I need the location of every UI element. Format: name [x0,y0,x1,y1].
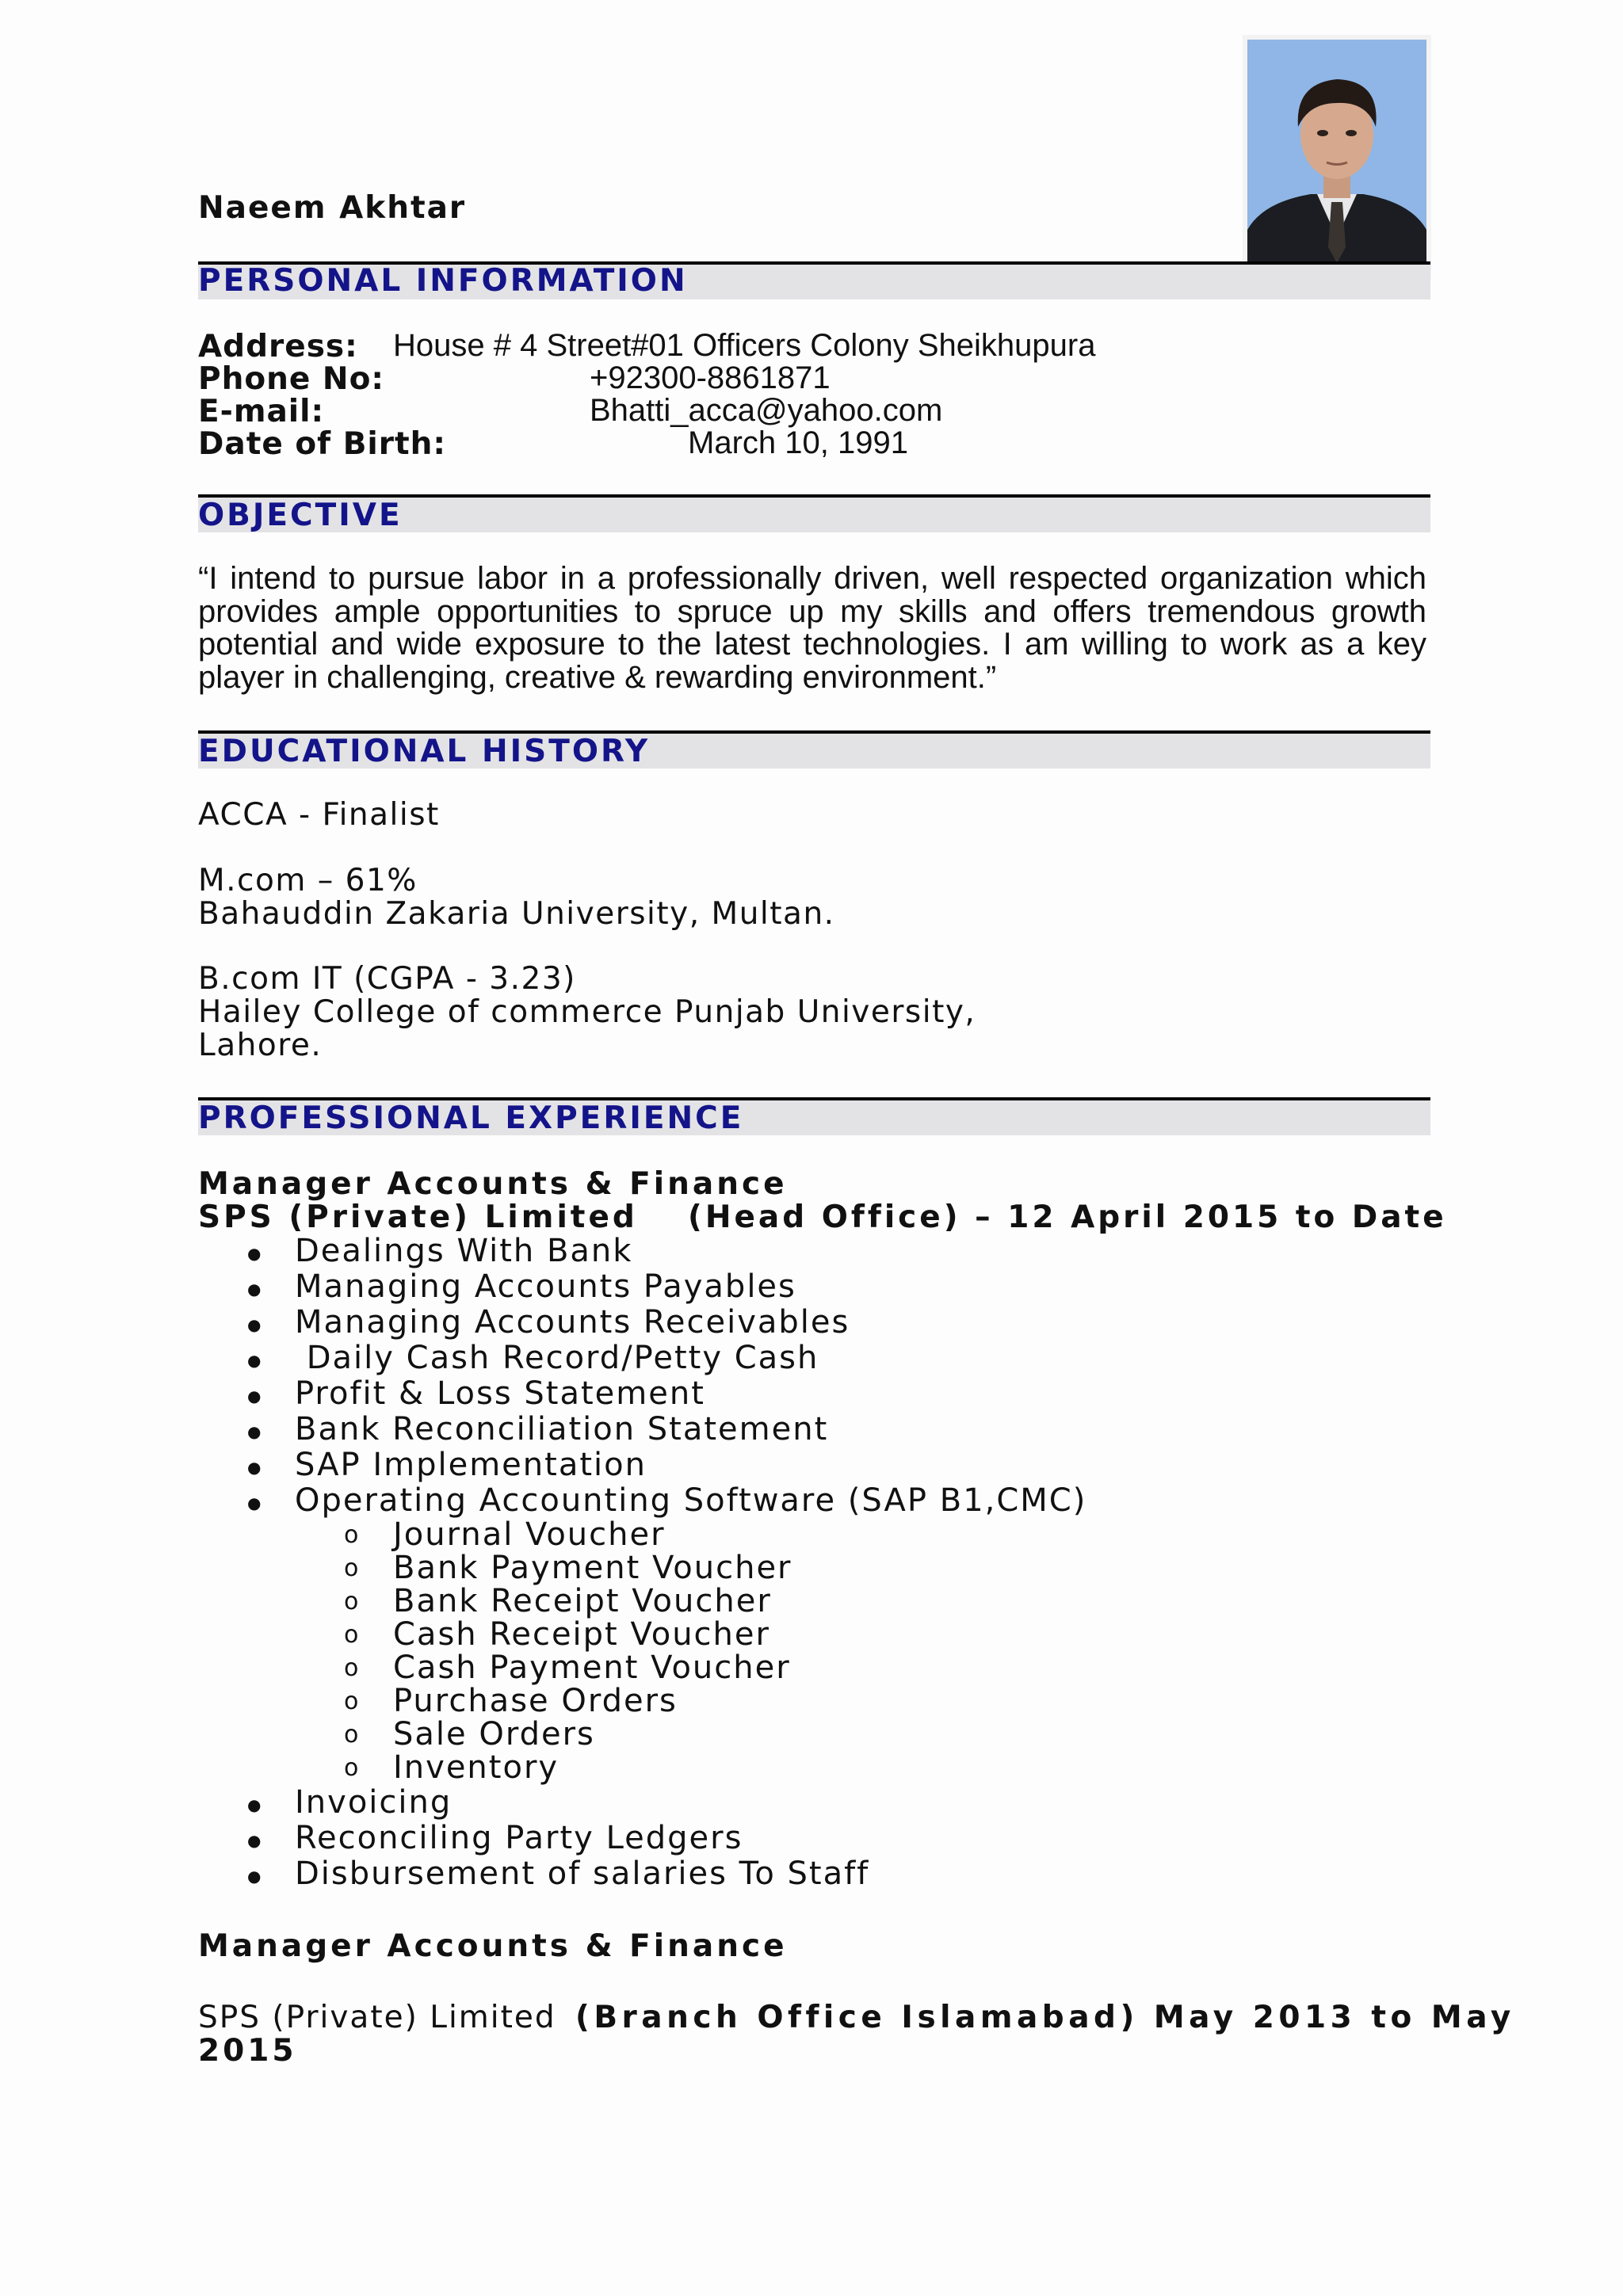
sub-list-item: Bank Receipt Voucher [393,1583,772,1619]
bullet-icon: ● [247,1244,262,1263]
edu-bcom: B.com IT (CGPA - 3.23) [198,961,576,997]
list-item: Disbursement of salaries To Staff [295,1855,870,1892]
job2-title: Manager Accounts & Finance [198,1928,788,1964]
sub-bullet-icon: o [344,1521,359,1549]
bullet-icon: ● [247,1280,262,1299]
job2-office-year: 2015 [198,2033,297,2069]
portrait-image [1247,40,1426,271]
dob-value: March 10, 1991 [688,425,908,460]
sub-bullet-icon: o [344,1654,359,1682]
address-value: House # 4 Street#01 Officers Colony Sheikhupura [393,328,1096,363]
list-item: Dealings With Bank [295,1233,633,1269]
job1-company: SPS (Private) Limited [198,1199,638,1235]
sub-list-item: Cash Receipt Voucher [393,1616,770,1653]
bullet-icon: ● [247,1867,262,1886]
dob-label: Date of Birth: [198,426,447,462]
edu-mcom: M.com – 61% [198,863,418,898]
bullet-icon: ● [247,1351,262,1370]
bullet-icon: ● [247,1493,262,1512]
sub-list-item: Sale Orders [393,1716,595,1753]
candidate-name: Naeem Akhtar [198,190,467,226]
list-item: Profit & Loss Statement [295,1375,705,1412]
sub-list-item: Cash Payment Voucher [393,1650,791,1686]
job1-office: (Head Office) – 12 April 2015 to Date [688,1199,1447,1235]
edu-bcom-city: Lahore. [198,1028,323,1063]
list-item: Managing Accounts Payables [295,1268,796,1305]
sub-list-item: Inventory [393,1749,559,1786]
bullet-icon: ● [247,1422,262,1441]
bullet-icon: ● [247,1831,262,1850]
bullet-icon: ● [247,1795,262,1814]
job1-title: Manager Accounts & Finance [198,1166,788,1202]
address-label: Address: [198,329,358,364]
edu-acca: ACCA - Finalist [198,797,440,833]
bullet-icon: ● [247,1458,262,1477]
section-title-experience: PROFESSIONAL EXPERIENCE [198,1100,744,1136]
list-item: Managing Accounts Receivables [295,1304,850,1341]
edu-bcom-university: Hailey College of commerce Punjab University, [198,994,976,1030]
sub-bullet-icon: o [344,1588,359,1615]
section-title-education: EDUCATIONAL HISTORY [198,734,651,769]
list-item: Operating Accounting Software (SAP B1,CMC) [295,1482,1087,1519]
sub-list-item: Journal Voucher [393,1516,666,1553]
email-value[interactable]: Bhatti_acca@yahoo.com [590,393,943,428]
list-item: Bank Reconciliation Statement [295,1411,829,1447]
list-item: Invoicing [295,1784,453,1821]
phone-label: Phone No: [198,361,384,397]
email-label: E-mail: [198,394,325,429]
profile-photo [1243,35,1431,280]
sub-list-item: Purchase Orders [393,1683,678,1719]
phone-value: +92300-8861871 [590,360,831,395]
edu-mcom-university: Bahauddin Zakaria University, Multan. [198,896,835,932]
sub-list-item: Bank Payment Voucher [393,1550,792,1586]
bullet-icon: ● [247,1386,262,1405]
sub-bullet-icon: o [344,1688,359,1715]
sub-bullet-icon: o [344,1554,359,1582]
section-title-personal: PERSONAL INFORMATION [198,263,688,299]
objective-text: “I intend to pursue labor in a professionally driven, well respected organization which provides ample opportunities to spruce up my skills and offers tremendous growth potential and wide exposure to the latest technologies. I am willing to work as a key player in challenging, creative & rewarding environment.” [198,561,1426,695]
bullet-icon: ● [247,1315,262,1334]
sub-bullet-icon: o [344,1621,359,1649]
section-title-objective: OBJECTIVE [198,498,403,533]
sub-bullet-icon: o [344,1721,359,1749]
sub-bullet-icon: o [344,1754,359,1782]
job2-company: SPS (Private) Limited [198,2000,556,2035]
job2-office: (Branch Office Islamabad) May 2013 to May [575,2000,1515,2035]
list-item: Reconciling Party Ledgers [295,1820,743,1856]
list-item: Daily Cash Record/Petty Cash [295,1340,819,1376]
list-item: SAP Implementation [295,1447,647,1483]
